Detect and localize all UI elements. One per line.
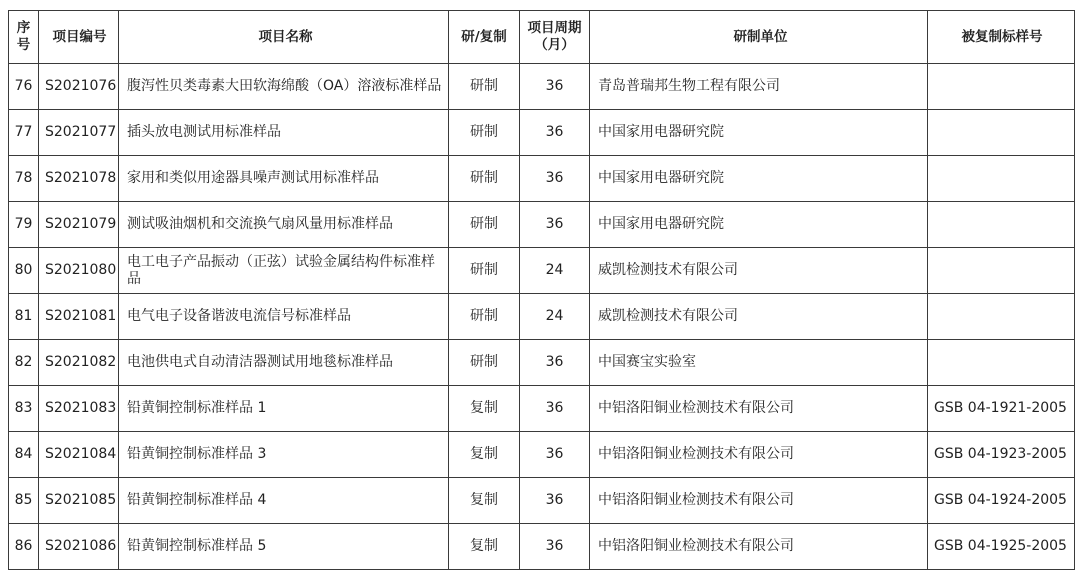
cell-unit: 中国家用电器研究院 [590, 202, 928, 248]
cell-period: 36 [520, 340, 590, 386]
cell-period: 24 [520, 294, 590, 340]
cell-type: 研制 [449, 156, 520, 202]
cell-project-name: 电气电子设备谐波电流信号标准样品 [119, 294, 449, 340]
cell-unit: 中国家用电器研究院 [590, 110, 928, 156]
cell-index: 85 [9, 478, 39, 524]
table-row [9, 202, 1075, 248]
cell-unit: 中国赛宝实验室 [590, 340, 928, 386]
cell-project-name: 家用和类似用途器具噪声测试用标准样品 [119, 156, 449, 202]
table-row [9, 386, 1075, 432]
cell-index: 76 [9, 64, 39, 110]
cell-reference-sample [928, 248, 1075, 294]
header-index: 序号 [9, 11, 39, 64]
header-type: 研/复制 [449, 11, 520, 64]
table-row [9, 294, 1075, 340]
cell-project-code: S2021079 [39, 202, 119, 248]
cell-period: 36 [520, 202, 590, 248]
cell-index: 78 [9, 156, 39, 202]
cell-project-name: 测试吸油烟机和交流换气扇风量用标准样品 [119, 202, 449, 248]
cell-period: 36 [520, 156, 590, 202]
cell-period: 36 [520, 110, 590, 156]
cell-period: 36 [520, 524, 590, 570]
cell-reference-sample [928, 156, 1075, 202]
cell-index: 81 [9, 294, 39, 340]
cell-reference-sample [928, 202, 1075, 248]
cell-project-name: 插头放电测试用标准样品 [119, 110, 449, 156]
cell-project-name: 铅黄铜控制标准样品 5 [119, 524, 449, 570]
cell-type: 研制 [449, 248, 520, 294]
cell-index: 79 [9, 202, 39, 248]
cell-unit: 青岛普瑞邦生物工程有限公司 [590, 64, 928, 110]
cell-project-code: S2021082 [39, 340, 119, 386]
table-row [9, 64, 1075, 110]
table-row [9, 248, 1075, 294]
cell-project-code: S2021076 [39, 64, 119, 110]
cell-index: 77 [9, 110, 39, 156]
cell-unit: 中铝洛阳铜业检测技术有限公司 [590, 478, 928, 524]
cell-project-name: 电工电子产品振动（正弦）试验金属结构件标准样品 [119, 248, 449, 294]
cell-unit: 中铝洛阳铜业检测技术有限公司 [590, 432, 928, 478]
cell-period: 36 [520, 432, 590, 478]
header-project-name: 项目名称 [119, 11, 449, 64]
cell-type: 复制 [449, 386, 520, 432]
cell-project-code: S2021084 [39, 432, 119, 478]
cell-reference-sample [928, 110, 1075, 156]
cell-project-name: 电池供电式自动清洁器测试用地毯标准样品 [119, 340, 449, 386]
table-row [9, 432, 1075, 478]
table-row [9, 156, 1075, 202]
table-row [9, 110, 1075, 156]
cell-type: 复制 [449, 432, 520, 478]
cell-reference-sample: GSB 04-1923-2005 [928, 432, 1075, 478]
cell-project-code: S2021085 [39, 478, 119, 524]
cell-unit: 威凯检测技术有限公司 [590, 294, 928, 340]
cell-reference-sample: GSB 04-1924-2005 [928, 478, 1075, 524]
project-table [8, 10, 1075, 570]
header-project-code: 项目编号 [39, 11, 119, 64]
table-row [9, 340, 1075, 386]
cell-period: 24 [520, 248, 590, 294]
table-row [9, 524, 1075, 570]
cell-type: 研制 [449, 340, 520, 386]
cell-type: 研制 [449, 110, 520, 156]
cell-project-name: 腹泻性贝类毒素大田软海绵酸（OA）溶液标准样品 [119, 64, 449, 110]
cell-reference-sample: GSB 04-1925-2005 [928, 524, 1075, 570]
cell-project-code: S2021086 [39, 524, 119, 570]
cell-unit: 威凯检测技术有限公司 [590, 248, 928, 294]
cell-reference-sample: GSB 04-1921-2005 [928, 386, 1075, 432]
cell-type: 研制 [449, 294, 520, 340]
table-row [9, 478, 1075, 524]
cell-reference-sample [928, 64, 1075, 110]
header-unit: 研制单位 [590, 11, 928, 64]
cell-index: 83 [9, 386, 39, 432]
cell-index: 84 [9, 432, 39, 478]
cell-project-code: S2021080 [39, 248, 119, 294]
cell-index: 80 [9, 248, 39, 294]
header-reference-sample: 被复制标样号 [928, 11, 1075, 64]
cell-reference-sample [928, 340, 1075, 386]
cell-period: 36 [520, 478, 590, 524]
cell-period: 36 [520, 64, 590, 110]
cell-type: 复制 [449, 478, 520, 524]
cell-unit: 中铝洛阳铜业检测技术有限公司 [590, 386, 928, 432]
cell-period: 36 [520, 386, 590, 432]
cell-unit: 中国家用电器研究院 [590, 156, 928, 202]
header-period: 项目周期（月） [520, 11, 590, 64]
cell-unit: 中铝洛阳铜业检测技术有限公司 [590, 524, 928, 570]
header-row [9, 11, 1075, 64]
cell-type: 复制 [449, 524, 520, 570]
cell-index: 82 [9, 340, 39, 386]
cell-index: 86 [9, 524, 39, 570]
cell-project-name: 铅黄铜控制标准样品 4 [119, 478, 449, 524]
cell-project-code: S2021078 [39, 156, 119, 202]
cell-project-code: S2021077 [39, 110, 119, 156]
cell-reference-sample [928, 294, 1075, 340]
cell-project-code: S2021081 [39, 294, 119, 340]
cell-type: 研制 [449, 64, 520, 110]
cell-project-code: S2021083 [39, 386, 119, 432]
cell-type: 研制 [449, 202, 520, 248]
cell-project-name: 铅黄铜控制标准样品 1 [119, 386, 449, 432]
cell-project-name: 铅黄铜控制标准样品 3 [119, 432, 449, 478]
